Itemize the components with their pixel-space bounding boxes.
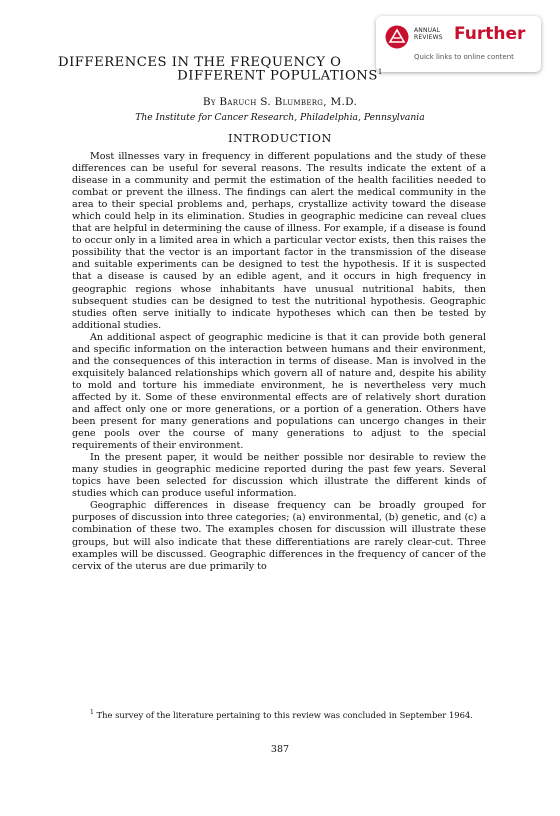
- badge-annual-reviews: ANNUAL REVIEWS: [414, 27, 443, 41]
- article-title-line-1: DIFFERENCES IN THE FREQUENCY O: [58, 55, 342, 70]
- further-badge[interactable]: [376, 16, 541, 72]
- section-heading: INTRODUCTION: [228, 132, 332, 145]
- annual-reviews-logo-icon: [385, 25, 409, 49]
- page-number: 387: [270, 744, 290, 755]
- paragraph: Geographic differences in disease frequency can be broadly grouped for purposes of discussion into three categories; (a) environmental, (b) genetic, and (c) a combination of these two. The examples chosen for discussion will illustrate these groups, but will also indicate that these differentiations are rarely clear-cut. Three examples will be discussed. Geographic differences in the frequency of cancer of the cervix of the uterus are due primarily to: [72, 500, 486, 572]
- badge-subtitle: Quick links to online content: [414, 53, 514, 61]
- article-title-line-2: DIFFERENT POPULATIONS$^1$: [177, 68, 383, 84]
- badge-further-label[interactable]: Further: [454, 24, 526, 44]
- title-footnote-mark: 1: [377, 68, 383, 76]
- article-body: [72, 151, 486, 573]
- footnote-mark: 1: [90, 709, 94, 716]
- paragraph: An additional aspect of geographic medicine is that it can provide both general and specific information on the interaction between humans and their environment, and the consequences of this interaction in terms of disease. Man is involved in the exquisitely balanced relationships which govern all of nature and, despite his ability to mold and torture his immediate environment, he is nevertheless very much affected by it. Some of these environmental effects are of relatively short duration and affect only one or more generations, or a portion of a generation. Others have been present for many generations and populations can uncergo changes in their gene pools over the course of many generations to adjust to the special requirements of their environment.: [72, 331, 486, 452]
- author-name: Baruch S. Blumberg: [219, 96, 324, 108]
- paragraph: Most illnesses vary in frequency in different populations and the study of these differences can be useful for several reasons. The results indicate the extent of a disease in a community and permit the estimation of the health facilities needed to combat or prevent the illness. The findings can alert the medical community in the area to their special problems and, perhaps, crystallize activity toward the disease which could help in its elimination. Studies in geographic medicine can reveal clues that are helpful in determining the cause of illness. For example, if a disease is found to occur only in a limited area in which a particular vector exists, then this raises the possibility that the vector is an important factor in the transmission of the disease and suitable experiments can be designed to test the hypothesis. If it is suspected that a disease is caused by an edible agent, and it occurs in high frequency in geographic regions whose inhabitants have unusual nutritional habits, then subsequent studies can be designed to test the nutritional hypothesis. Geographic studies often serve initially to indicate hypotheses which can then be tested by additional studies.: [72, 151, 486, 331]
- footnote: $^1$ The survey of the literature pertaining to this review was concluded in September 1964.: [90, 709, 473, 720]
- paragraph: In the present paper, it would be neither possible nor desirable to review the many studies in geographic medicine reported during the past few years. Several topics have been selected for discussion which illustrate the different kinds of studies which can produce useful information.: [72, 452, 486, 500]
- author-line: By Baruch S. Blumberg, M.D.: [202, 96, 358, 108]
- author-affiliation: The Institute for Cancer Research, Philadelphia, Pennsylvania: [135, 112, 425, 123]
